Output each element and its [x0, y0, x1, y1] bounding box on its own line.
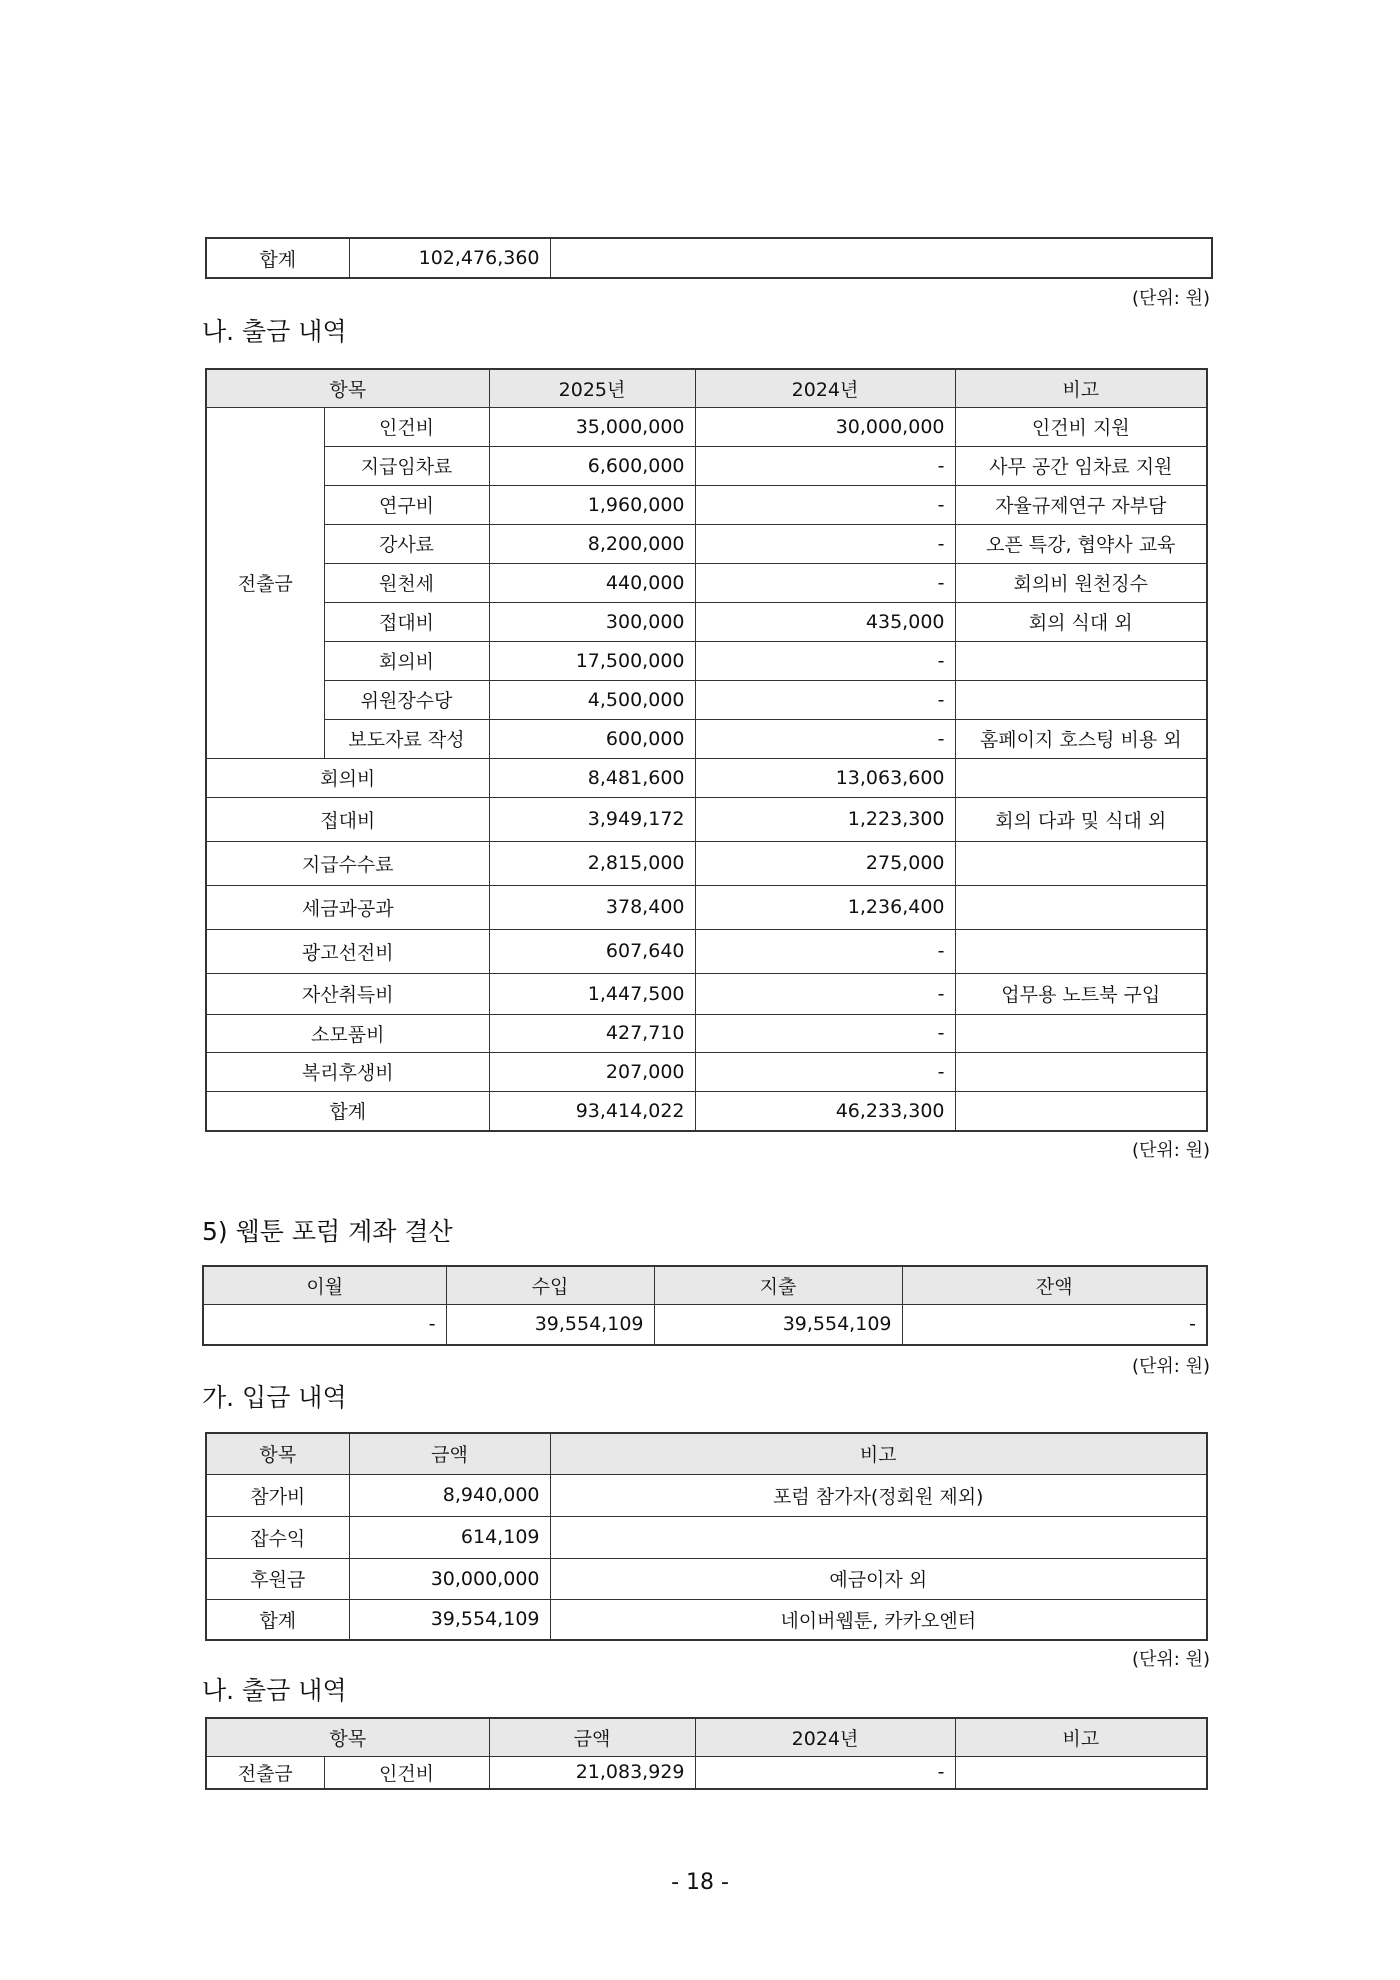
income-table [205, 1432, 1208, 1641]
item-cell: 참가비 [206, 1474, 349, 1516]
amount-2024-cell: - [695, 929, 955, 973]
note-cell [955, 1014, 1207, 1052]
amount-cell: 614,109 [349, 1516, 550, 1558]
table-row [206, 1756, 1207, 1789]
table-row [206, 1052, 1207, 1091]
column-header: 지출 [654, 1266, 902, 1304]
item-cell: 세금과공과 [206, 885, 489, 929]
table-row [206, 841, 1207, 885]
table-header-row [206, 369, 1207, 407]
table-row [206, 446, 1207, 485]
item-cell: 복리후생비 [206, 1052, 489, 1091]
item-cell: 후원금 [206, 1558, 349, 1599]
item-cell: 지급수수료 [206, 841, 489, 885]
note-cell [955, 1756, 1207, 1789]
table-row [206, 602, 1207, 641]
expense-cell: 39,554,109 [654, 1304, 902, 1345]
table-row-total [206, 1091, 1207, 1131]
item-cell: 자산취득비 [206, 973, 489, 1014]
prev-total-table [205, 237, 1213, 279]
column-header: 이월 [203, 1266, 446, 1304]
table-row [206, 797, 1207, 841]
amount-2024-cell: 13,063,600 [695, 758, 955, 797]
note-cell: 네이버웹툰, 카카오엔터 [550, 1599, 1207, 1640]
amount-2025-cell: 607,640 [489, 929, 695, 973]
column-header: 수입 [446, 1266, 654, 1304]
note-cell: 포럼 참가자(정회원 제외) [550, 1474, 1207, 1516]
note-cell: 자율규제연구 자부담 [955, 485, 1207, 524]
amount-2024-cell: - [695, 1014, 955, 1052]
item-cell: 합계 [206, 1091, 489, 1131]
note-cell: 홈페이지 호스팅 비용 외 [955, 719, 1207, 758]
table-row [206, 1558, 1207, 1599]
expense-table-1 [205, 368, 1208, 1132]
amount-2024-cell: - [695, 680, 955, 719]
table-row [206, 563, 1207, 602]
amount-2024-cell: - [695, 719, 955, 758]
note-cell [955, 841, 1207, 885]
amount-2024-cell: 1,236,400 [695, 885, 955, 929]
note-cell: 회의비 원천징수 [955, 563, 1207, 602]
amount-2025-cell: 378,400 [489, 885, 695, 929]
unit-label: (단위: 원) [1132, 1649, 1210, 1670]
group-label: 전출금 [206, 407, 324, 758]
amount-2025-cell: 17,500,000 [489, 641, 695, 680]
page-number: - 18 - [671, 1870, 729, 1895]
item-cell: 강사료 [324, 524, 489, 563]
balance-cell: - [902, 1304, 1207, 1345]
note-cell: 회의 다과 및 식대 외 [955, 797, 1207, 841]
amount-2024-cell: - [695, 1052, 955, 1091]
section-heading-webtoon-forum: 5) 웹툰 포럼 계좌 결산 [202, 1217, 453, 1246]
table-row [206, 1014, 1207, 1052]
note-cell [955, 929, 1207, 973]
amount-2024-cell: 435,000 [695, 602, 955, 641]
column-header: 2024년 [695, 1718, 955, 1756]
column-header: 2024년 [695, 369, 955, 407]
note-cell [955, 1091, 1207, 1131]
amount-cell: 30,000,000 [349, 1558, 550, 1599]
table-row [206, 929, 1207, 973]
amount-2025-cell: 4,500,000 [489, 680, 695, 719]
group-label: 전출금 [206, 1756, 324, 1789]
note-cell: 인건비 지원 [955, 407, 1207, 446]
table-header-row [203, 1266, 1207, 1304]
item-cell: 접대비 [324, 602, 489, 641]
amount-2025-cell: 1,447,500 [489, 973, 695, 1014]
note-cell: 회의 식대 외 [955, 602, 1207, 641]
item-cell: 인건비 [324, 407, 489, 446]
amount-cell: 39,554,109 [349, 1599, 550, 1640]
prev-total-note [550, 238, 1212, 278]
section-heading-income: 가. 입금 내역 [202, 1383, 347, 1412]
note-cell [955, 680, 1207, 719]
table-header-row [206, 1718, 1207, 1756]
settlement-table [202, 1265, 1208, 1346]
column-header: 비고 [550, 1433, 1207, 1474]
amount-2025-cell: 427,710 [489, 1014, 695, 1052]
amount-2024-cell: 275,000 [695, 841, 955, 885]
amount-2024-cell: - [695, 563, 955, 602]
amount-2024-cell: 30,000,000 [695, 407, 955, 446]
table-row [206, 485, 1207, 524]
unit-label: (단위: 원) [1132, 288, 1210, 309]
table-row [206, 973, 1207, 1014]
amount-2024-cell: - [695, 485, 955, 524]
section-heading-expense-2: 나. 출금 내역 [202, 1676, 347, 1705]
item-cell: 위원장수당 [324, 680, 489, 719]
table-row [206, 1516, 1207, 1558]
amount-2024-cell: - [695, 446, 955, 485]
column-header: 금액 [349, 1433, 550, 1474]
item-cell: 접대비 [206, 797, 489, 841]
table-header-row [206, 1433, 1207, 1474]
table-row [206, 885, 1207, 929]
note-cell [955, 758, 1207, 797]
column-header: 2025년 [489, 369, 695, 407]
item-cell: 지급임차료 [324, 446, 489, 485]
amount-cell: 21,083,929 [489, 1756, 695, 1789]
item-cell: 잡수익 [206, 1516, 349, 1558]
table-row [206, 680, 1207, 719]
note-cell: 예금이자 외 [550, 1558, 1207, 1599]
table-row [206, 758, 1207, 797]
amount-2024-cell: 1,223,300 [695, 797, 955, 841]
amount-cell: 8,940,000 [349, 1474, 550, 1516]
item-cell: 인건비 [324, 1756, 489, 1789]
amount-2024-cell: - [695, 1756, 955, 1789]
amount-2025-cell: 2,815,000 [489, 841, 695, 885]
column-header: 잔액 [902, 1266, 1207, 1304]
table-row [206, 1474, 1207, 1516]
note-cell: 오픈 특강, 협약사 교육 [955, 524, 1207, 563]
table-row [206, 719, 1207, 758]
item-cell: 합계 [206, 1599, 349, 1640]
column-header: 항목 [206, 1433, 349, 1474]
amount-2025-cell: 207,000 [489, 1052, 695, 1091]
note-cell [955, 641, 1207, 680]
section-heading-expense-1: 나. 출금 내역 [202, 317, 347, 346]
note-cell [955, 885, 1207, 929]
amount-2025-cell: 600,000 [489, 719, 695, 758]
note-cell: 업무용 노트북 구입 [955, 973, 1207, 1014]
amount-2024-cell: - [695, 524, 955, 563]
expense-table-2 [205, 1717, 1208, 1790]
column-header: 비고 [955, 369, 1207, 407]
amount-2025-cell: 440,000 [489, 563, 695, 602]
amount-2024-cell: - [695, 641, 955, 680]
prev-total-label: 합계 [206, 238, 349, 278]
table-row [206, 524, 1207, 563]
amount-2025-cell: 35,000,000 [489, 407, 695, 446]
amount-2025-cell: 300,000 [489, 602, 695, 641]
amount-2024-cell: 46,233,300 [695, 1091, 955, 1131]
table-row [203, 1304, 1207, 1345]
unit-label: (단위: 원) [1132, 1356, 1210, 1377]
item-cell: 소모품비 [206, 1014, 489, 1052]
carryover-cell: - [203, 1304, 446, 1345]
item-cell: 보도자료 작성 [324, 719, 489, 758]
note-cell: 사무 공간 임차료 지원 [955, 446, 1207, 485]
amount-2025-cell: 1,960,000 [489, 485, 695, 524]
item-cell: 원천세 [324, 563, 489, 602]
table-row-total [206, 1599, 1207, 1640]
amount-2025-cell: 93,414,022 [489, 1091, 695, 1131]
prev-total-amount: 102,476,360 [349, 238, 550, 278]
amount-2025-cell: 8,481,600 [489, 758, 695, 797]
income-cell: 39,554,109 [446, 1304, 654, 1345]
item-cell: 회의비 [324, 641, 489, 680]
note-cell [550, 1516, 1207, 1558]
note-cell [955, 1052, 1207, 1091]
amount-2024-cell: - [695, 973, 955, 1014]
amount-2025-cell: 6,600,000 [489, 446, 695, 485]
column-header: 항목 [206, 369, 489, 407]
amount-2025-cell: 3,949,172 [489, 797, 695, 841]
item-cell: 회의비 [206, 758, 489, 797]
column-header: 금액 [489, 1718, 695, 1756]
column-header: 항목 [206, 1718, 489, 1756]
item-cell: 연구비 [324, 485, 489, 524]
unit-label: (단위: 원) [1132, 1140, 1210, 1161]
column-header: 비고 [955, 1718, 1207, 1756]
item-cell: 광고선전비 [206, 929, 489, 973]
table-row [206, 641, 1207, 680]
amount-2025-cell: 8,200,000 [489, 524, 695, 563]
table-row [206, 407, 1207, 446]
